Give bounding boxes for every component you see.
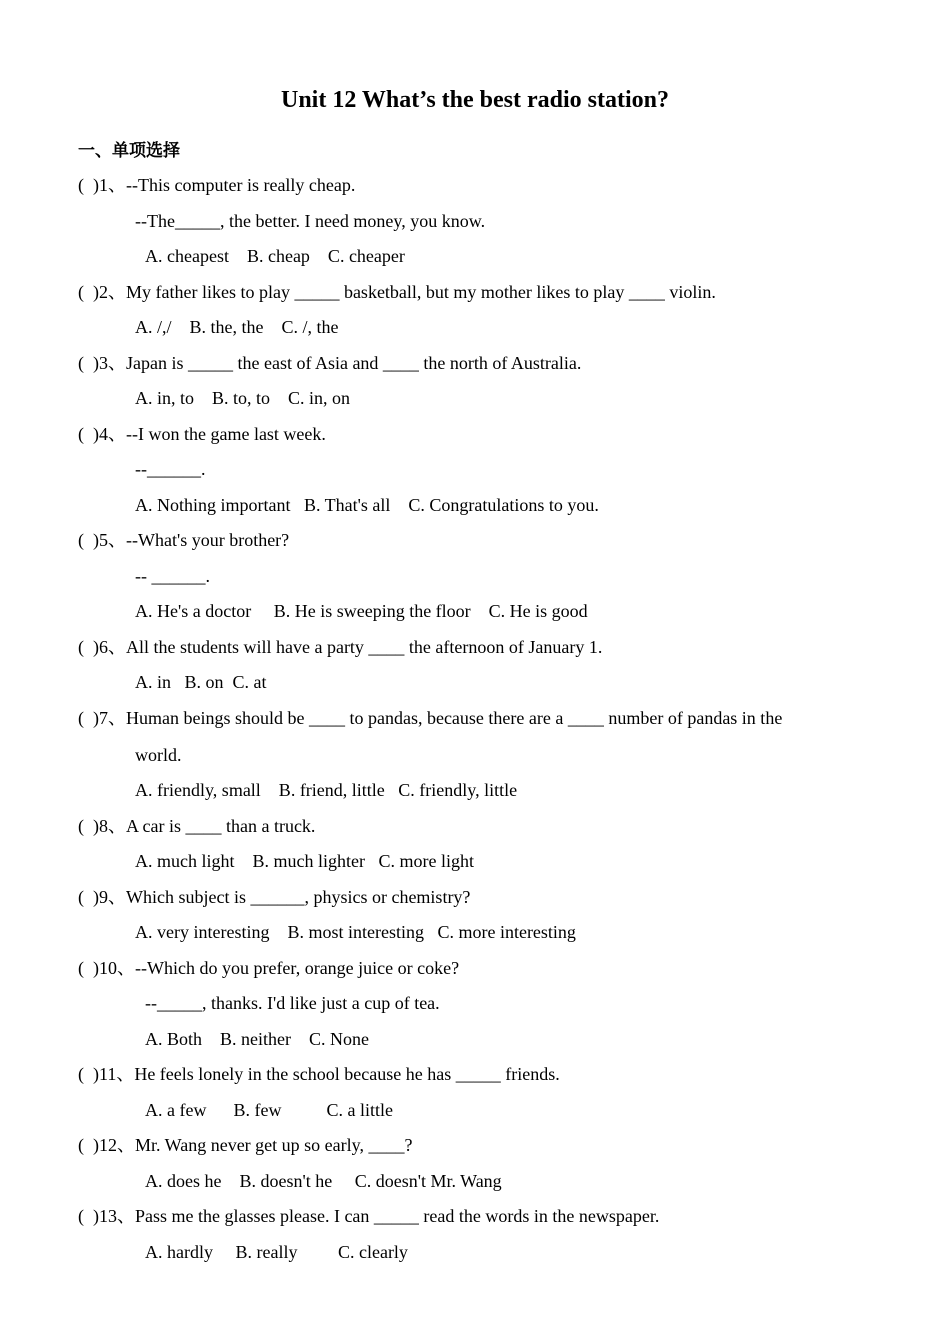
question-7-continued: world.: [135, 745, 182, 765]
question-13-options: A. hardly B. really C. clearly: [145, 1242, 408, 1262]
question-4-reply: --______.: [135, 459, 206, 479]
question-12-options: A. does he B. doesn't he C. doesn't Mr. Wang: [145, 1171, 502, 1191]
question-4-options: A. Nothing important B. That's all C. Congratulations to you.: [135, 495, 599, 515]
question-13: ( )13、Pass me the glasses please. I can _____ read the words in the newspaper.: [78, 1206, 660, 1226]
question-5: ( )5、--What's your brother?: [78, 530, 290, 550]
question-2: ( )2、My father likes to play _____ basketball, but my mother likes to play ____ violin.: [78, 282, 716, 302]
question-1-options: A. cheapest B. cheap C. cheaper: [145, 246, 405, 266]
question-9-options: A. very interesting B. most interesting C. more interesting: [135, 922, 576, 942]
question-6-options: A. in B. on C. at: [135, 672, 267, 692]
question-10: ( )10、--Which do you prefer, orange juice or coke?: [78, 958, 460, 978]
question-8-options: A. much light B. much lighter C. more light: [135, 851, 474, 871]
section-heading: 一、单项选择: [78, 141, 180, 161]
question-2-options: A. /,/ B. the, the C. /, the: [135, 317, 339, 337]
question-9: ( )9、Which subject is ______, physics or chemistry?: [78, 887, 471, 907]
document-title: Unit 12 What’s the best radio station?: [280, 87, 670, 113]
question-3-options: A. in, to B. to, to C. in, on: [135, 388, 351, 408]
question-12: ( )12、Mr. Wang never get up so early, ____?: [78, 1135, 413, 1155]
question-4: ( )4、--I won the game last week.: [78, 424, 326, 444]
question-8: ( )8、A car is ____ than a truck.: [78, 816, 316, 836]
question-1-reply: --The_____, the better. I need money, you know.: [135, 211, 486, 231]
question-10-options: A. Both B. neither C. None: [145, 1029, 369, 1049]
question-7: ( )7、Human beings should be ____ to pandas, because there are a ____ number of pandas in the: [78, 708, 783, 728]
question-11: ( )11、He feels lonely in the school because he has _____ friends.: [78, 1064, 560, 1084]
question-3: ( )3、Japan is _____ the east of Asia and ____ the north of Australia.: [78, 353, 582, 373]
question-5-options: A. He's a doctor B. He is sweeping the floor C. He is good: [135, 601, 588, 621]
question-10-reply: --_____, thanks. I'd like just a cup of tea.: [145, 993, 440, 1013]
question-6: ( )6、All the students will have a party ____ the afternoon of January 1.: [78, 637, 603, 657]
question-1: ( )1、--This computer is really cheap.: [78, 175, 356, 195]
question-11-options: A. a few B. few C. a little: [145, 1100, 393, 1120]
question-5-reply: -- ______.: [135, 566, 210, 586]
question-7-options: A. friendly, small B. friend, little C. friendly, little: [135, 780, 518, 800]
